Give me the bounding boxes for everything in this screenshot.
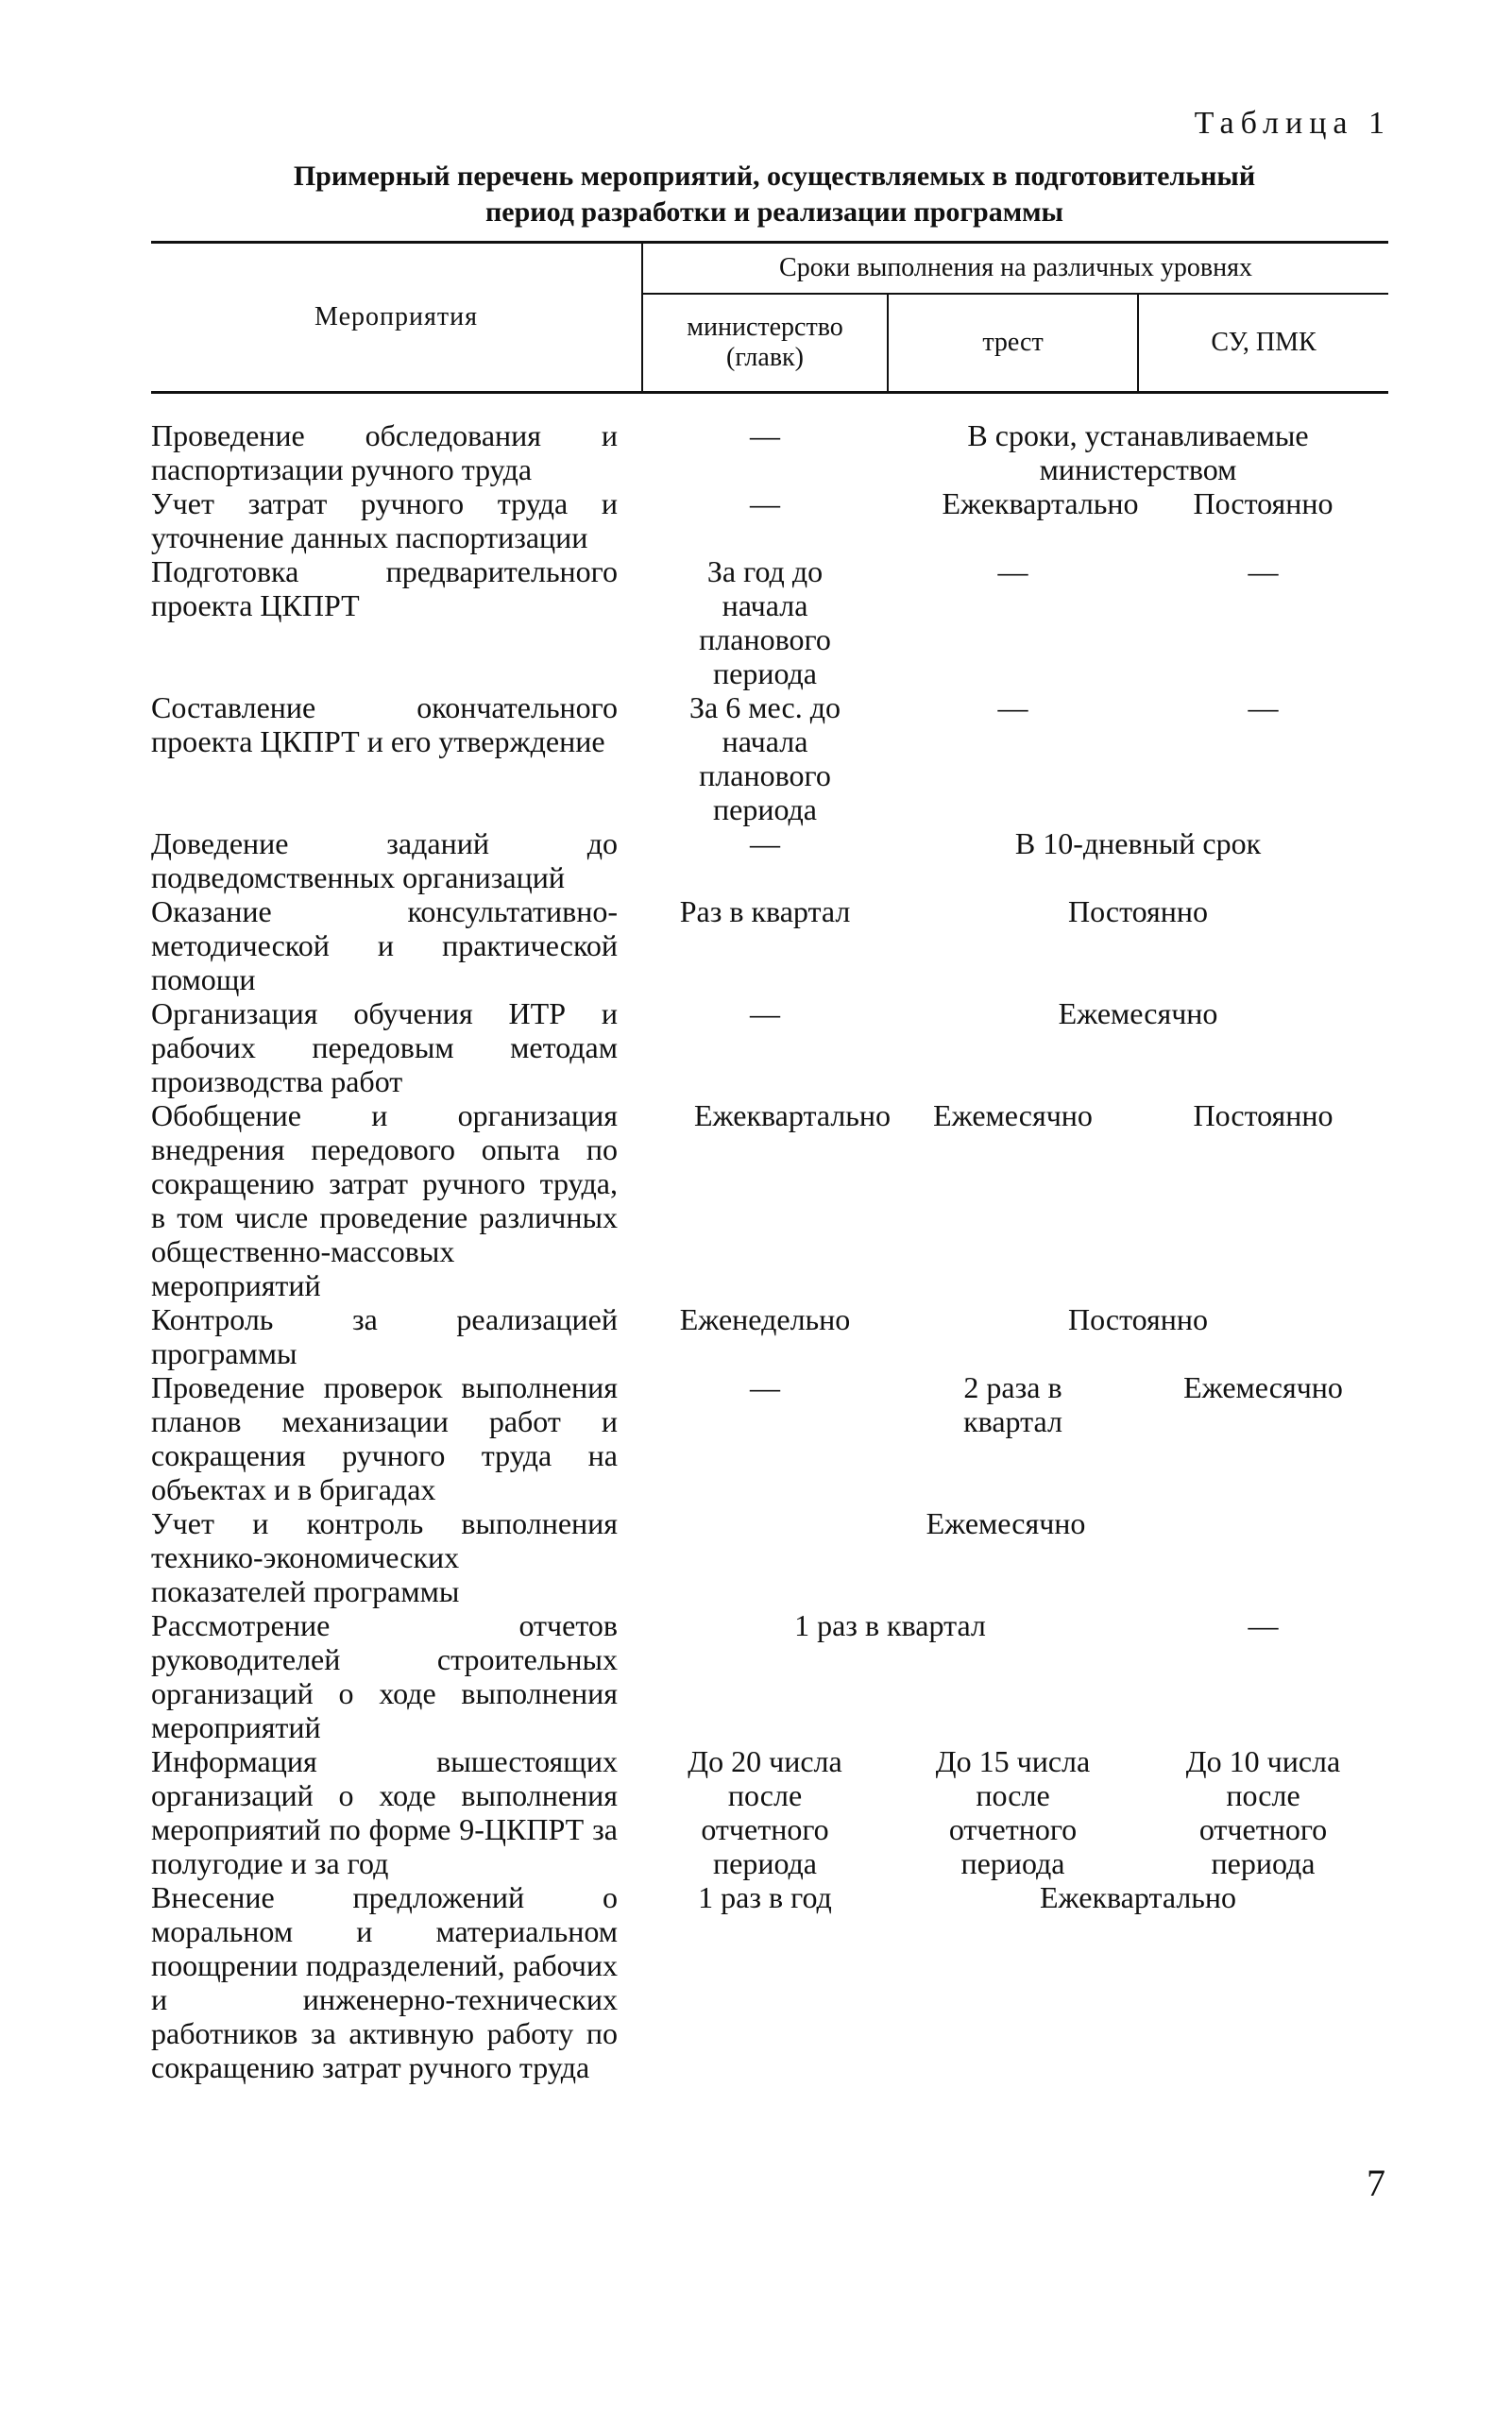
table-row [151,826,1388,894]
row-activity: Информация вышестоящих организаций о ходе выполнения мероприятий по форме 9-ЦКПРТ за полугодие и за год [151,1744,618,1880]
table-row [151,1098,1388,1302]
page-number: 7 [1367,2162,1385,2204]
table-row [151,690,1388,826]
row-su: Постоянно [1193,486,1334,520]
row-trust: — [997,690,1028,724]
row-ministry [642,690,888,826]
table-row [151,486,1388,554]
row-trust-su: Постоянно [1067,1302,1209,1336]
row-ministry: Раз в квартал [679,894,851,928]
row-ministry-text: Ежеквартально [694,1098,891,1132]
table-row [151,1744,1388,1880]
row-trust [888,1370,1138,1506]
table-row [151,1302,1388,1370]
row-trust-su: В 10-дневный срок [1014,826,1262,860]
header-ministry [642,294,888,393]
header-trust: трест [888,294,1138,393]
row-activity: Учет и контроль выполнения технико-экономических показателей программы [151,1506,618,1608]
header-activities [151,243,642,393]
caption-line-2: период разработки и реализации программы [485,196,1063,228]
row-trust: Ежемесячно [933,1098,1093,1132]
row-trust [888,1744,1138,1880]
row-ministry: — [750,418,780,452]
row-trust-su: Ежемесячно [1058,996,1218,1030]
table-row [151,996,1388,1098]
table-row [151,554,1388,690]
row-su [1138,1744,1388,1880]
row-su-text: До 10 числа после отчетного периода [1185,1744,1341,1880]
row-activity: Внесение предложений о моральном и материальном поощрении подразделений, рабочих и инженерно-технических работников за активную работу по сокращению затрат ручного труда [151,1880,618,2084]
row-ministry: Еженедельно [679,1302,851,1336]
row-activity: Проведение проверок выполнения планов механизации работ и сокращения ручного труда на объектах и в бригадах [151,1370,618,1506]
row-activity: Подготовка предварительного проекта ЦКПРТ [151,554,618,622]
table-row [151,393,1388,487]
table-number-label: Таблица 1 [1194,106,1391,141]
row-activity: Оказание консультативно-методической и практической помощи [151,894,618,996]
row-all-levels [642,1506,1388,1608]
table-row [151,1608,1388,1744]
row-ministry [642,1098,891,1302]
table-row [151,1506,1388,1608]
row-su: Ежемесячно [1183,1370,1343,1404]
table-row [151,1370,1388,1506]
header-terms-group: Сроки выполнения на различных уровнях [642,243,1388,295]
row-trust-text: Ежеквартально [942,486,1139,520]
row-ministry [642,554,888,690]
row-all-levels-text: Ежемесячно [926,1506,1086,1540]
row-activity: Проведение обследования и паспортизации ручного труда [151,418,618,486]
row-trust-su: Постоянно [1067,894,1209,928]
row-su: — [1248,1608,1279,1642]
row-su: Постоянно [1193,1098,1334,1132]
row-trust-su: Ежеквартально [1040,1880,1236,1914]
measures-table [151,241,1388,2084]
row-trust-text: До 15 числа после отчетного периода [935,1744,1091,1880]
row-su: — [1248,690,1279,724]
table-caption [189,159,1360,230]
row-ministry: — [750,996,780,1030]
row-ministry-text: До 20 числа после отчетного периода [688,1744,842,1880]
row-trust: — [997,554,1028,588]
row-activity: Учет затрат ручного труда и уточнение данных паспортизации [151,486,618,554]
header-activities-label: Мероприятия [314,302,478,331]
row-activity: Контроль за реализацией программы [151,1302,618,1370]
row-trust-text: 2 раза в квартал [963,1370,1062,1438]
caption-line-1: Примерный перечень мероприятий, осуществляемых в подготовительный [293,161,1256,192]
row-ministry [642,1744,888,1880]
row-activity: Рассмотрение отчетов руководителей строительных организаций о ходе выполнения мероприятий [151,1608,618,1744]
row-trust-su: В сроки, устанавливаемые министерством [967,418,1309,486]
row-activity: Обобщение и организация внедрения передового опыта по сокращению затрат ручного труда, в том числе проведение различных общественно-массовых мероприятий [151,1098,618,1302]
row-ministry: — [750,486,780,520]
row-ministry-text: За 6 мес. до начала планового периода [689,690,841,826]
table-row [151,1880,1388,2084]
row-trust [888,486,1138,554]
row-activity: Организация обучения ИТР и рабочих передовым методам производства работ [151,996,618,1098]
row-su: — [1248,554,1279,588]
row-activity: Составление окончательного проекта ЦКПРТ и его утверждение [151,690,618,758]
table-row [151,894,1388,996]
row-activity: Доведение заданий до подведомственных организаций [151,826,618,894]
row-ministry-text: За год до начала планового периода [699,554,831,690]
header-su-pmk: СУ, ПМК [1138,294,1388,393]
row-ministry-trust: 1 раз в квартал [794,1608,986,1642]
header-ministry-label: министерство (главк) [687,313,843,372]
row-ministry: — [750,826,780,860]
row-ministry: — [750,1370,780,1404]
row-ministry: 1 раз в год [698,1880,832,1914]
